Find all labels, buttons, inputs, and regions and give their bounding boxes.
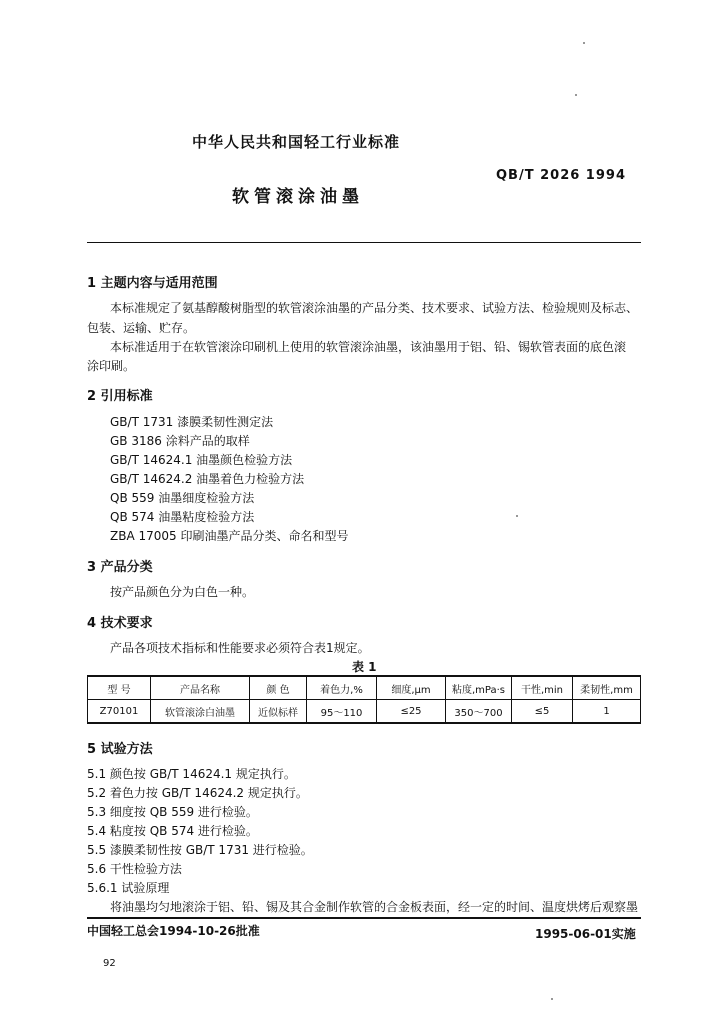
section-2-heading: 2 引用标准	[87, 389, 153, 404]
reference-item: QB 574 油墨粘度检验方法	[110, 510, 255, 524]
reference-item: GB/T 14624.2 油墨着色力检验方法	[110, 472, 305, 486]
reference-item: GB/T 1731 漆膜柔韧性测定法	[110, 415, 274, 429]
section-3-text: 按产品颜色分为白色一种。	[110, 585, 255, 599]
section-4-heading: 4 技术要求	[87, 616, 153, 631]
test-method-item: 5.4 粘度按 QB 574 进行检验。	[87, 824, 258, 838]
table-cell: ≤5	[512, 700, 573, 724]
table-cell: 近似标样	[250, 700, 307, 724]
table-caption: 表 1	[352, 660, 377, 674]
table-header-cell: 粘度,mPa·s	[446, 676, 512, 700]
test-method-item: 5.6.1 试验原理	[87, 881, 170, 895]
table-header-cell: 颜 色	[250, 676, 307, 700]
table-header-cell: 细度,μm	[377, 676, 446, 700]
table-header-cell: 干性,min	[512, 676, 573, 700]
reference-item: GB/T 14624.1 油墨颜色检验方法	[110, 453, 293, 467]
test-method-text: 将油墨均匀地滚涂于铝、铅、锡及其合金制作软管的合金板表面，经一定的时间、温度烘烤后观察墨	[110, 900, 639, 914]
page-number: 92	[103, 958, 116, 969]
document-title: 软管滚涂油墨	[232, 187, 364, 207]
table-cell: 350～700	[446, 700, 512, 724]
implementation-date: 1995-06-01实施	[535, 927, 636, 941]
section-3-heading: 3 产品分类	[87, 560, 153, 575]
scan-speck	[516, 515, 518, 517]
table-cell: ≤25	[377, 700, 446, 724]
table-cell: 95～110	[307, 700, 377, 724]
issuing-authority-title: 中华人民共和国轻工行业标准	[192, 133, 401, 151]
test-method-item: 5.3 细度按 QB 559 进行检验。	[87, 805, 258, 819]
table-cell: 1	[573, 700, 641, 724]
test-method-item: 5.6 干性检验方法	[87, 862, 182, 876]
test-method-item: 5.5 漆膜柔韧性按 GB/T 1731 进行检验。	[87, 843, 313, 857]
spec-table	[87, 675, 641, 724]
section-1-heading: 1 主题内容与适用范围	[87, 276, 218, 291]
table-header-cell: 着色力,%	[307, 676, 377, 700]
scan-speck	[575, 94, 577, 96]
table-cell: Z70101	[88, 700, 151, 724]
approval-note: 中国轻工总会1994-10-26批准	[87, 924, 260, 938]
header-rule	[87, 242, 641, 243]
test-method-item: 5.1 颜色按 GB/T 14624.1 规定执行。	[87, 767, 296, 781]
reference-item: ZBA 17005 印刷油墨产品分类、命名和型号	[110, 529, 349, 543]
section-4-text: 产品各项技术指标和性能要求必须符合表1规定。	[110, 641, 370, 655]
scan-speck	[551, 998, 553, 1000]
table-row	[88, 700, 641, 724]
reference-item: GB 3186 涂料产品的取样	[110, 434, 250, 448]
test-method-item: 5.2 着色力按 GB/T 14624.2 规定执行。	[87, 786, 308, 800]
table-cell: 软管滚涂白油墨	[151, 700, 250, 724]
standard-code: QB/T 2026 1994	[496, 168, 626, 183]
footer-rule	[87, 917, 641, 919]
section-1-line: 包装、运输、贮存。	[87, 321, 196, 335]
section-1-line: 本标准适用于在软管滚涂印刷机上使用的软管滚涂油墨，该油墨用于铝、铅、锡软管表面的底色滚	[110, 340, 627, 354]
reference-item: QB 559 油墨细度检验方法	[110, 491, 255, 505]
table-header-cell: 柔韧性,mm	[573, 676, 641, 700]
scan-speck	[583, 42, 585, 44]
section-1-line: 本标准规定了氨基醇酸树脂型的软管滚涂油墨的产品分类、技术要求、试验方法、检验规则及标志、	[110, 301, 639, 315]
section-5-heading: 5 试验方法	[87, 742, 153, 757]
section-1-line: 涂印刷。	[87, 359, 136, 373]
table-header-cell: 型 号	[88, 676, 151, 700]
table-header-cell: 产品名称	[151, 676, 250, 700]
table-header-row	[88, 676, 641, 700]
